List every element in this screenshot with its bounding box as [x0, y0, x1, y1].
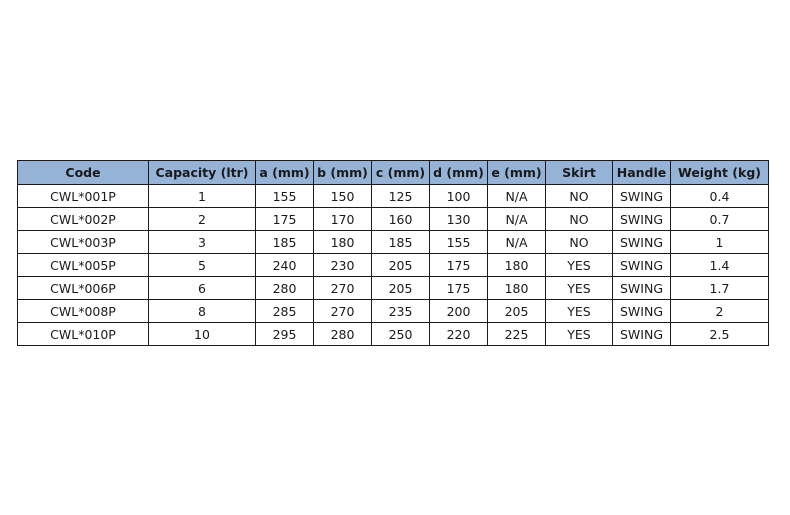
cell-b: 270 — [314, 277, 372, 300]
cell-skirt: YES — [546, 277, 613, 300]
cell-d: 130 — [430, 208, 488, 231]
header-row — [18, 161, 769, 185]
table-row — [18, 208, 769, 231]
cell-d: 220 — [430, 323, 488, 346]
cell-capacity: 1 — [149, 185, 256, 208]
cell-b: 230 — [314, 254, 372, 277]
cell-code: CWL*001P — [18, 185, 149, 208]
header-d: d (mm) — [430, 161, 488, 185]
cell-a: 175 — [256, 208, 314, 231]
header-c: c (mm) — [372, 161, 430, 185]
header-handle: Handle — [613, 161, 671, 185]
cell-a: 155 — [256, 185, 314, 208]
cell-handle: SWING — [613, 323, 671, 346]
cell-skirt: NO — [546, 208, 613, 231]
cell-weight: 1 — [671, 231, 769, 254]
cell-handle: SWING — [613, 300, 671, 323]
cell-weight: 1.7 — [671, 277, 769, 300]
cell-capacity: 6 — [149, 277, 256, 300]
table-row — [18, 231, 769, 254]
cell-e: 205 — [488, 300, 546, 323]
cell-a: 185 — [256, 231, 314, 254]
cell-capacity: 8 — [149, 300, 256, 323]
cell-a: 240 — [256, 254, 314, 277]
cell-d: 100 — [430, 185, 488, 208]
cell-weight: 2 — [671, 300, 769, 323]
table-row — [18, 300, 769, 323]
table-body — [18, 185, 769, 346]
cell-c: 235 — [372, 300, 430, 323]
table-row — [18, 185, 769, 208]
cell-code: CWL*005P — [18, 254, 149, 277]
cell-a: 280 — [256, 277, 314, 300]
cell-skirt: YES — [546, 254, 613, 277]
cell-b: 150 — [314, 185, 372, 208]
cell-weight: 2.5 — [671, 323, 769, 346]
header-e: e (mm) — [488, 161, 546, 185]
cell-code: CWL*008P — [18, 300, 149, 323]
cell-capacity: 5 — [149, 254, 256, 277]
cell-skirt: YES — [546, 300, 613, 323]
cell-c: 185 — [372, 231, 430, 254]
cell-d: 175 — [430, 277, 488, 300]
cell-skirt: NO — [546, 231, 613, 254]
cell-c: 250 — [372, 323, 430, 346]
cell-b: 280 — [314, 323, 372, 346]
cell-weight: 1.4 — [671, 254, 769, 277]
cell-d: 155 — [430, 231, 488, 254]
cell-handle: SWING — [613, 208, 671, 231]
cell-handle: SWING — [613, 254, 671, 277]
cell-d: 175 — [430, 254, 488, 277]
cell-b: 170 — [314, 208, 372, 231]
header-skirt: Skirt — [546, 161, 613, 185]
cell-d: 200 — [430, 300, 488, 323]
cell-handle: SWING — [613, 231, 671, 254]
cell-capacity: 10 — [149, 323, 256, 346]
cell-e: 225 — [488, 323, 546, 346]
cell-c: 160 — [372, 208, 430, 231]
table-header — [18, 161, 769, 185]
cell-weight: 0.7 — [671, 208, 769, 231]
cell-e: 180 — [488, 254, 546, 277]
cell-skirt: NO — [546, 185, 613, 208]
cell-e: 180 — [488, 277, 546, 300]
table-row — [18, 254, 769, 277]
cell-code: CWL*003P — [18, 231, 149, 254]
cell-c: 205 — [372, 277, 430, 300]
cell-capacity: 3 — [149, 231, 256, 254]
cell-weight: 0.4 — [671, 185, 769, 208]
cell-code: CWL*002P — [18, 208, 149, 231]
table-row — [18, 277, 769, 300]
cell-e: N/A — [488, 185, 546, 208]
table-row — [18, 323, 769, 346]
cell-a: 285 — [256, 300, 314, 323]
spec-table — [17, 160, 769, 346]
cell-handle: SWING — [613, 277, 671, 300]
cell-e: N/A — [488, 231, 546, 254]
cell-b: 270 — [314, 300, 372, 323]
cell-skirt: YES — [546, 323, 613, 346]
header-b: b (mm) — [314, 161, 372, 185]
cell-b: 180 — [314, 231, 372, 254]
cell-handle: SWING — [613, 185, 671, 208]
header-code: Code — [18, 161, 149, 185]
cell-c: 125 — [372, 185, 430, 208]
cell-code: CWL*006P — [18, 277, 149, 300]
header-weight: Weight (kg) — [671, 161, 769, 185]
cell-e: N/A — [488, 208, 546, 231]
cell-c: 205 — [372, 254, 430, 277]
cell-capacity: 2 — [149, 208, 256, 231]
header-capacity: Capacity (ltr) — [149, 161, 256, 185]
header-a: a (mm) — [256, 161, 314, 185]
cell-a: 295 — [256, 323, 314, 346]
cell-code: CWL*010P — [18, 323, 149, 346]
